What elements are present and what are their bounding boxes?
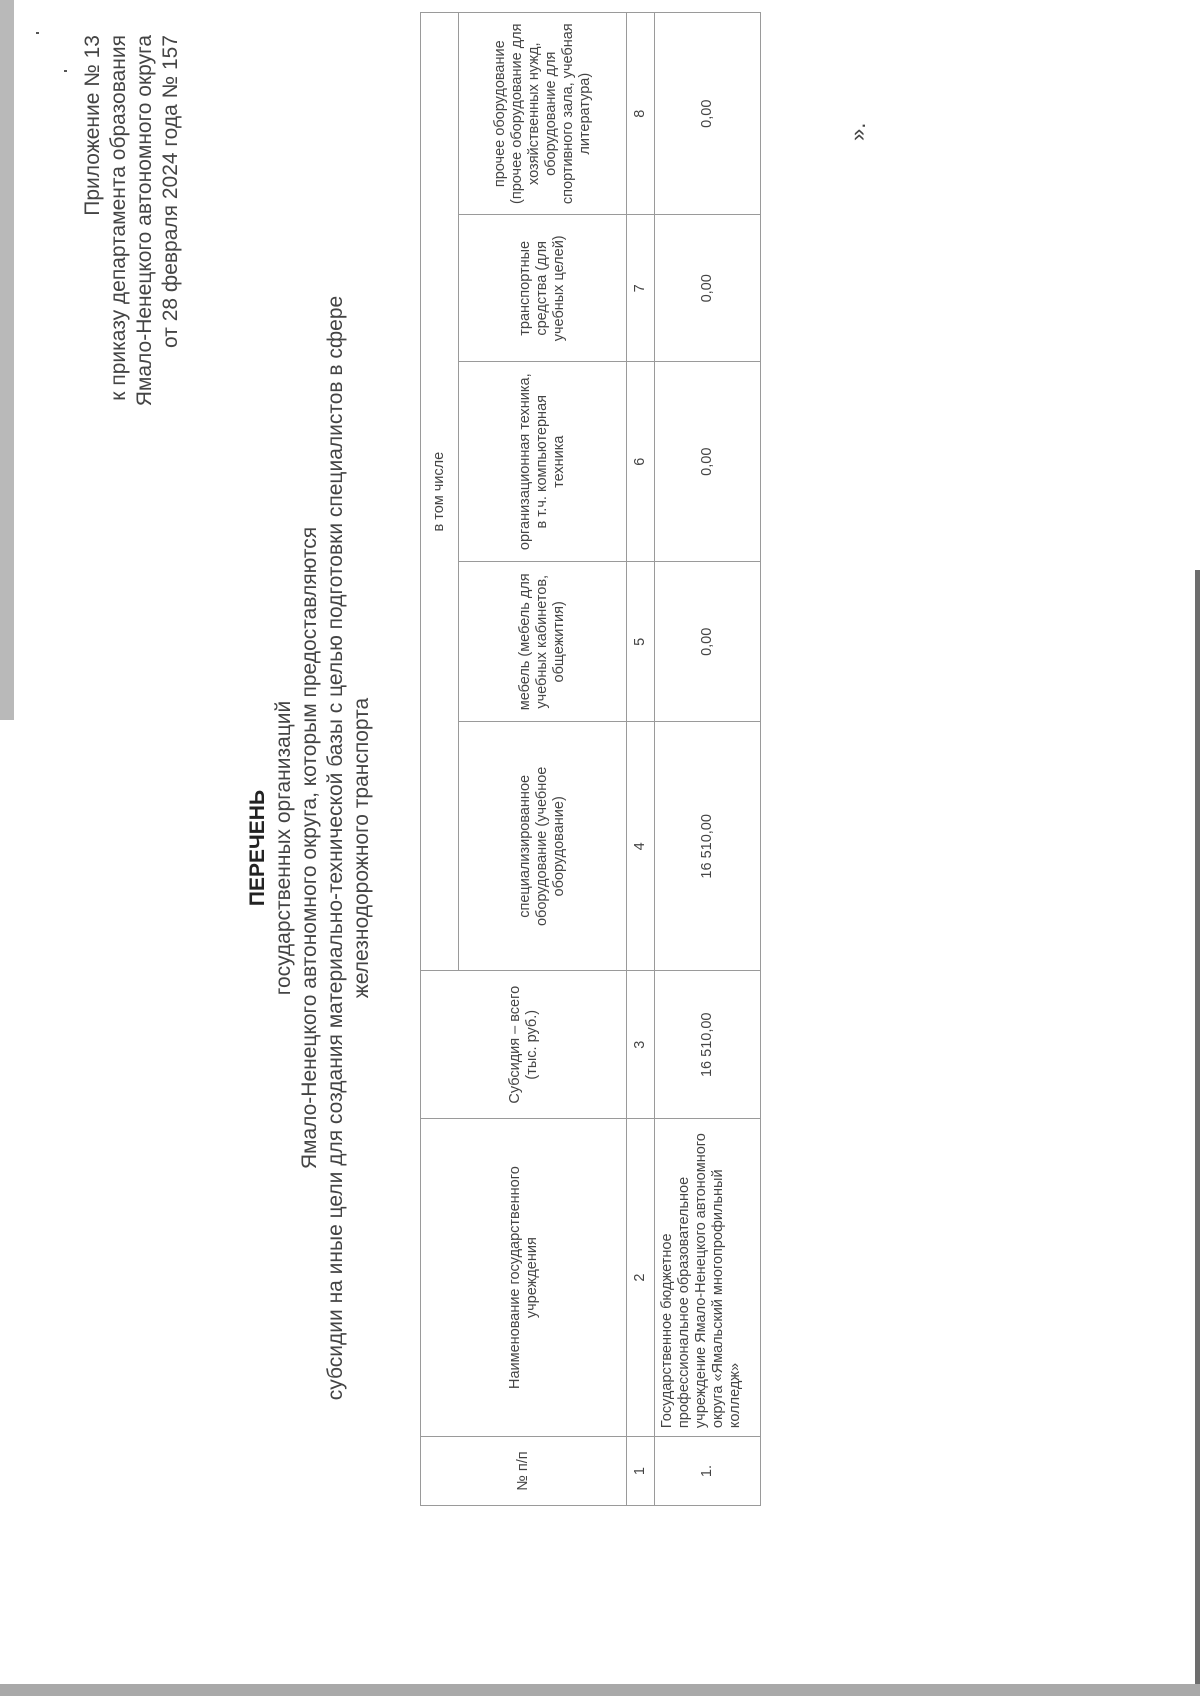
colnum-cell: 4: [627, 722, 655, 971]
header-col4: специализированное оборудование (учебное оборудование): [459, 722, 627, 971]
header-including: в том числе: [421, 13, 459, 971]
row-col6: 0,00: [655, 362, 761, 562]
colnum-cell: 6: [627, 362, 655, 562]
document-title: ПЕРЕЧЕНЬ: [246, 789, 269, 907]
appendix-line: Приложение № 13: [81, 35, 104, 216]
row-col8: 0,00: [655, 13, 761, 215]
heading-line: Ямало-Ненецкого автономного округа, которым предоставляются: [298, 526, 321, 1170]
header-col5: мебель (мебель для учебных кабинетов, общежития): [459, 562, 627, 722]
appendix-block: [80, 35, 184, 406]
document-heading: [245, 0, 375, 1696]
appendix-line: Ямало-Ненецкого автономного округа: [133, 35, 156, 407]
row-total: 16 510,00: [655, 971, 761, 1119]
colnum-cell: 7: [627, 215, 655, 362]
row-col7: 0,00: [655, 215, 761, 362]
colnum-cell: 1: [627, 1437, 655, 1506]
table-colnum-row: [627, 13, 655, 1506]
colnum-cell: 8: [627, 13, 655, 215]
table-header-row: [421, 13, 459, 1506]
header-total: Субсидия – всего (тыс. руб.): [421, 971, 627, 1119]
row-col4: 16 510,00: [655, 722, 761, 971]
closing-quote-mark: ».: [845, 122, 870, 141]
row-institution-name: Государственное бюджетное профессиональное образовательное учреждение Ямало-Ненецкого автономного округа «Ямальский многопрофильный колледж»: [655, 1119, 761, 1437]
subsidy-table: [420, 12, 761, 1506]
colnum-cell: 5: [627, 562, 655, 722]
header-col6: организационная техника, в т.ч. компьютерная техника: [459, 362, 627, 562]
row-num: 1.: [655, 1437, 761, 1506]
header-num: № п/п: [421, 1437, 627, 1506]
appendix-line: от 28 февраля 2024 года № 157: [159, 35, 182, 348]
heading-line: государственных организаций: [272, 700, 295, 996]
header-col8: прочее оборудование (прочее оборудование для хозяйственных нужд, оборудование для спортивного зала, учебная литература): [459, 13, 627, 215]
appendix-line: к приказу департамента образования: [107, 35, 130, 401]
row-col5: 0,00: [655, 562, 761, 722]
header-name: Наименование государственного учреждения: [421, 1119, 627, 1437]
heading-line: субсидии на иные цели для создания материально-технической базы с целью подготовки специалистов в сфере: [324, 295, 347, 1401]
colnum-cell: 3: [627, 971, 655, 1119]
header-col7: транспортные средства (для учебных целей): [459, 215, 627, 362]
heading-line: железнодорожного транспорта: [350, 697, 373, 999]
colnum-cell: 2: [627, 1119, 655, 1437]
table-row: [655, 13, 761, 1506]
